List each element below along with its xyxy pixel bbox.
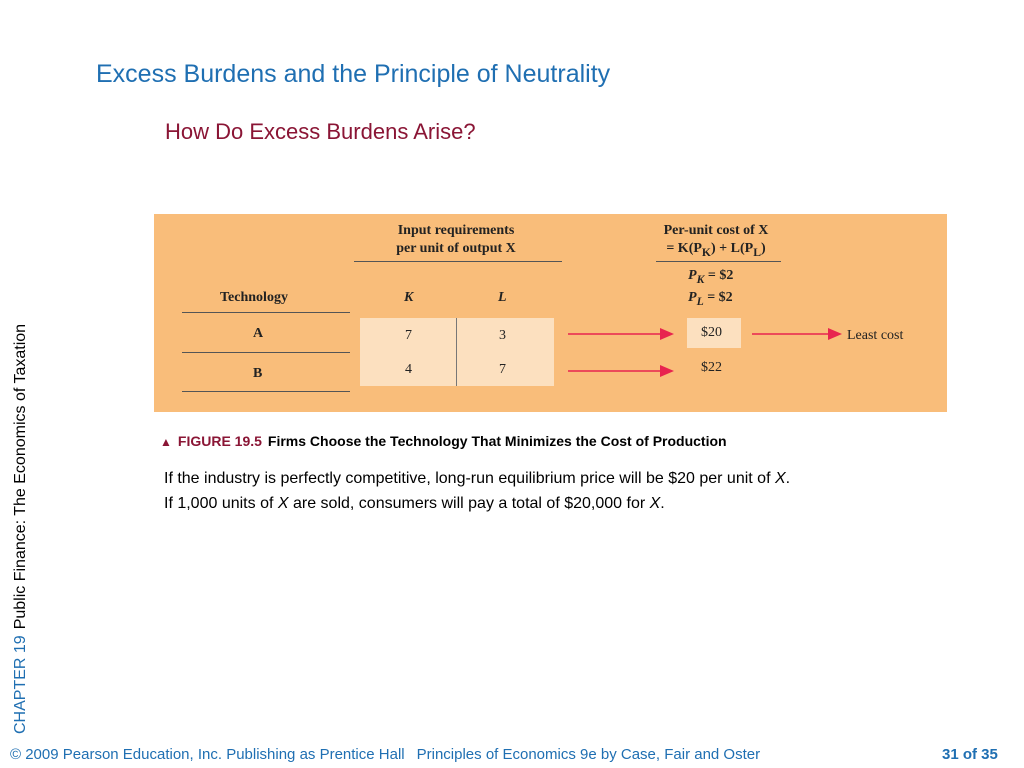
input-header-line1: Input requirements	[397, 223, 515, 238]
figure-number: FIGURE 19.5	[177, 433, 262, 449]
row-a-cost: $20	[701, 325, 722, 340]
row-a-l-value: 3	[499, 328, 506, 343]
chapter-sidebar	[6, 254, 36, 734]
row-b-cost: $22	[701, 360, 722, 375]
chapter-label: CHAPTER 19	[12, 635, 29, 734]
inputs-cell-block	[360, 318, 554, 386]
footer	[10, 746, 760, 763]
slide-title: Excess Burdens and the Principle of Neutrality	[96, 60, 611, 88]
row-a-arrow-icon	[568, 326, 676, 342]
caption-triangle-icon: ▲	[160, 435, 172, 449]
input-requirements-header	[366, 222, 546, 258]
technology-b-label: B	[253, 366, 263, 381]
row-b-l-value: 7	[499, 362, 506, 377]
table-bottom-rule	[182, 391, 350, 392]
body-paragraph	[164, 466, 790, 516]
table-top-rule	[182, 312, 350, 313]
input-header-rule	[354, 261, 562, 262]
technology-column-header: Technology	[220, 290, 288, 305]
figure-19-5	[154, 214, 947, 412]
chapter-topic: Public Finance: The Economics of Taxation	[12, 323, 29, 630]
cost-header-rule	[656, 261, 781, 262]
figure-caption	[160, 433, 727, 449]
pk-price-label: $P_K$ = $2	[688, 268, 734, 286]
l-column-header: L	[498, 290, 507, 305]
body-line-2: If 1,000 units of X are sold, consumers will pay a total of $20,000 for X.	[164, 495, 665, 512]
footer-copyright: © 2009 Pearson Education, Inc. Publishing as Prentice Hall	[10, 746, 405, 763]
row-b-arrow-icon	[568, 363, 676, 379]
inputs-cell-divider	[456, 318, 457, 386]
technology-a-label: A	[253, 326, 264, 341]
cost-header-line1: Per-unit cost of X	[663, 223, 769, 238]
page-number: 31 of 35	[942, 746, 998, 763]
least-cost-label: Least cost	[847, 328, 904, 343]
pl-price-label: $P_L$ = $2	[688, 290, 733, 308]
slide-subtitle: How Do Excess Burdens Arise?	[165, 119, 476, 144]
footer-book-title: Principles of Economics 9e by Case, Fair and Oster	[416, 746, 761, 763]
row-a-k-value: 7	[405, 328, 412, 343]
row-b-k-value: 4	[405, 362, 412, 377]
body-line-1: If the industry is perfectly competitive, long-run equilibrium price will be $20 per unit of X.	[164, 470, 791, 487]
k-column-header: K	[404, 290, 414, 305]
cost-header-line2: = $K(P_K) + L(P_L)$	[666, 241, 766, 259]
caption-text: Firms Choose the Technology That Minimizes the Cost of Production	[267, 433, 727, 449]
per-unit-cost-header	[646, 222, 786, 262]
input-header-line2: per unit of output X	[396, 241, 516, 256]
table-mid-rule	[182, 352, 350, 353]
least-cost-arrow-icon	[752, 326, 844, 342]
